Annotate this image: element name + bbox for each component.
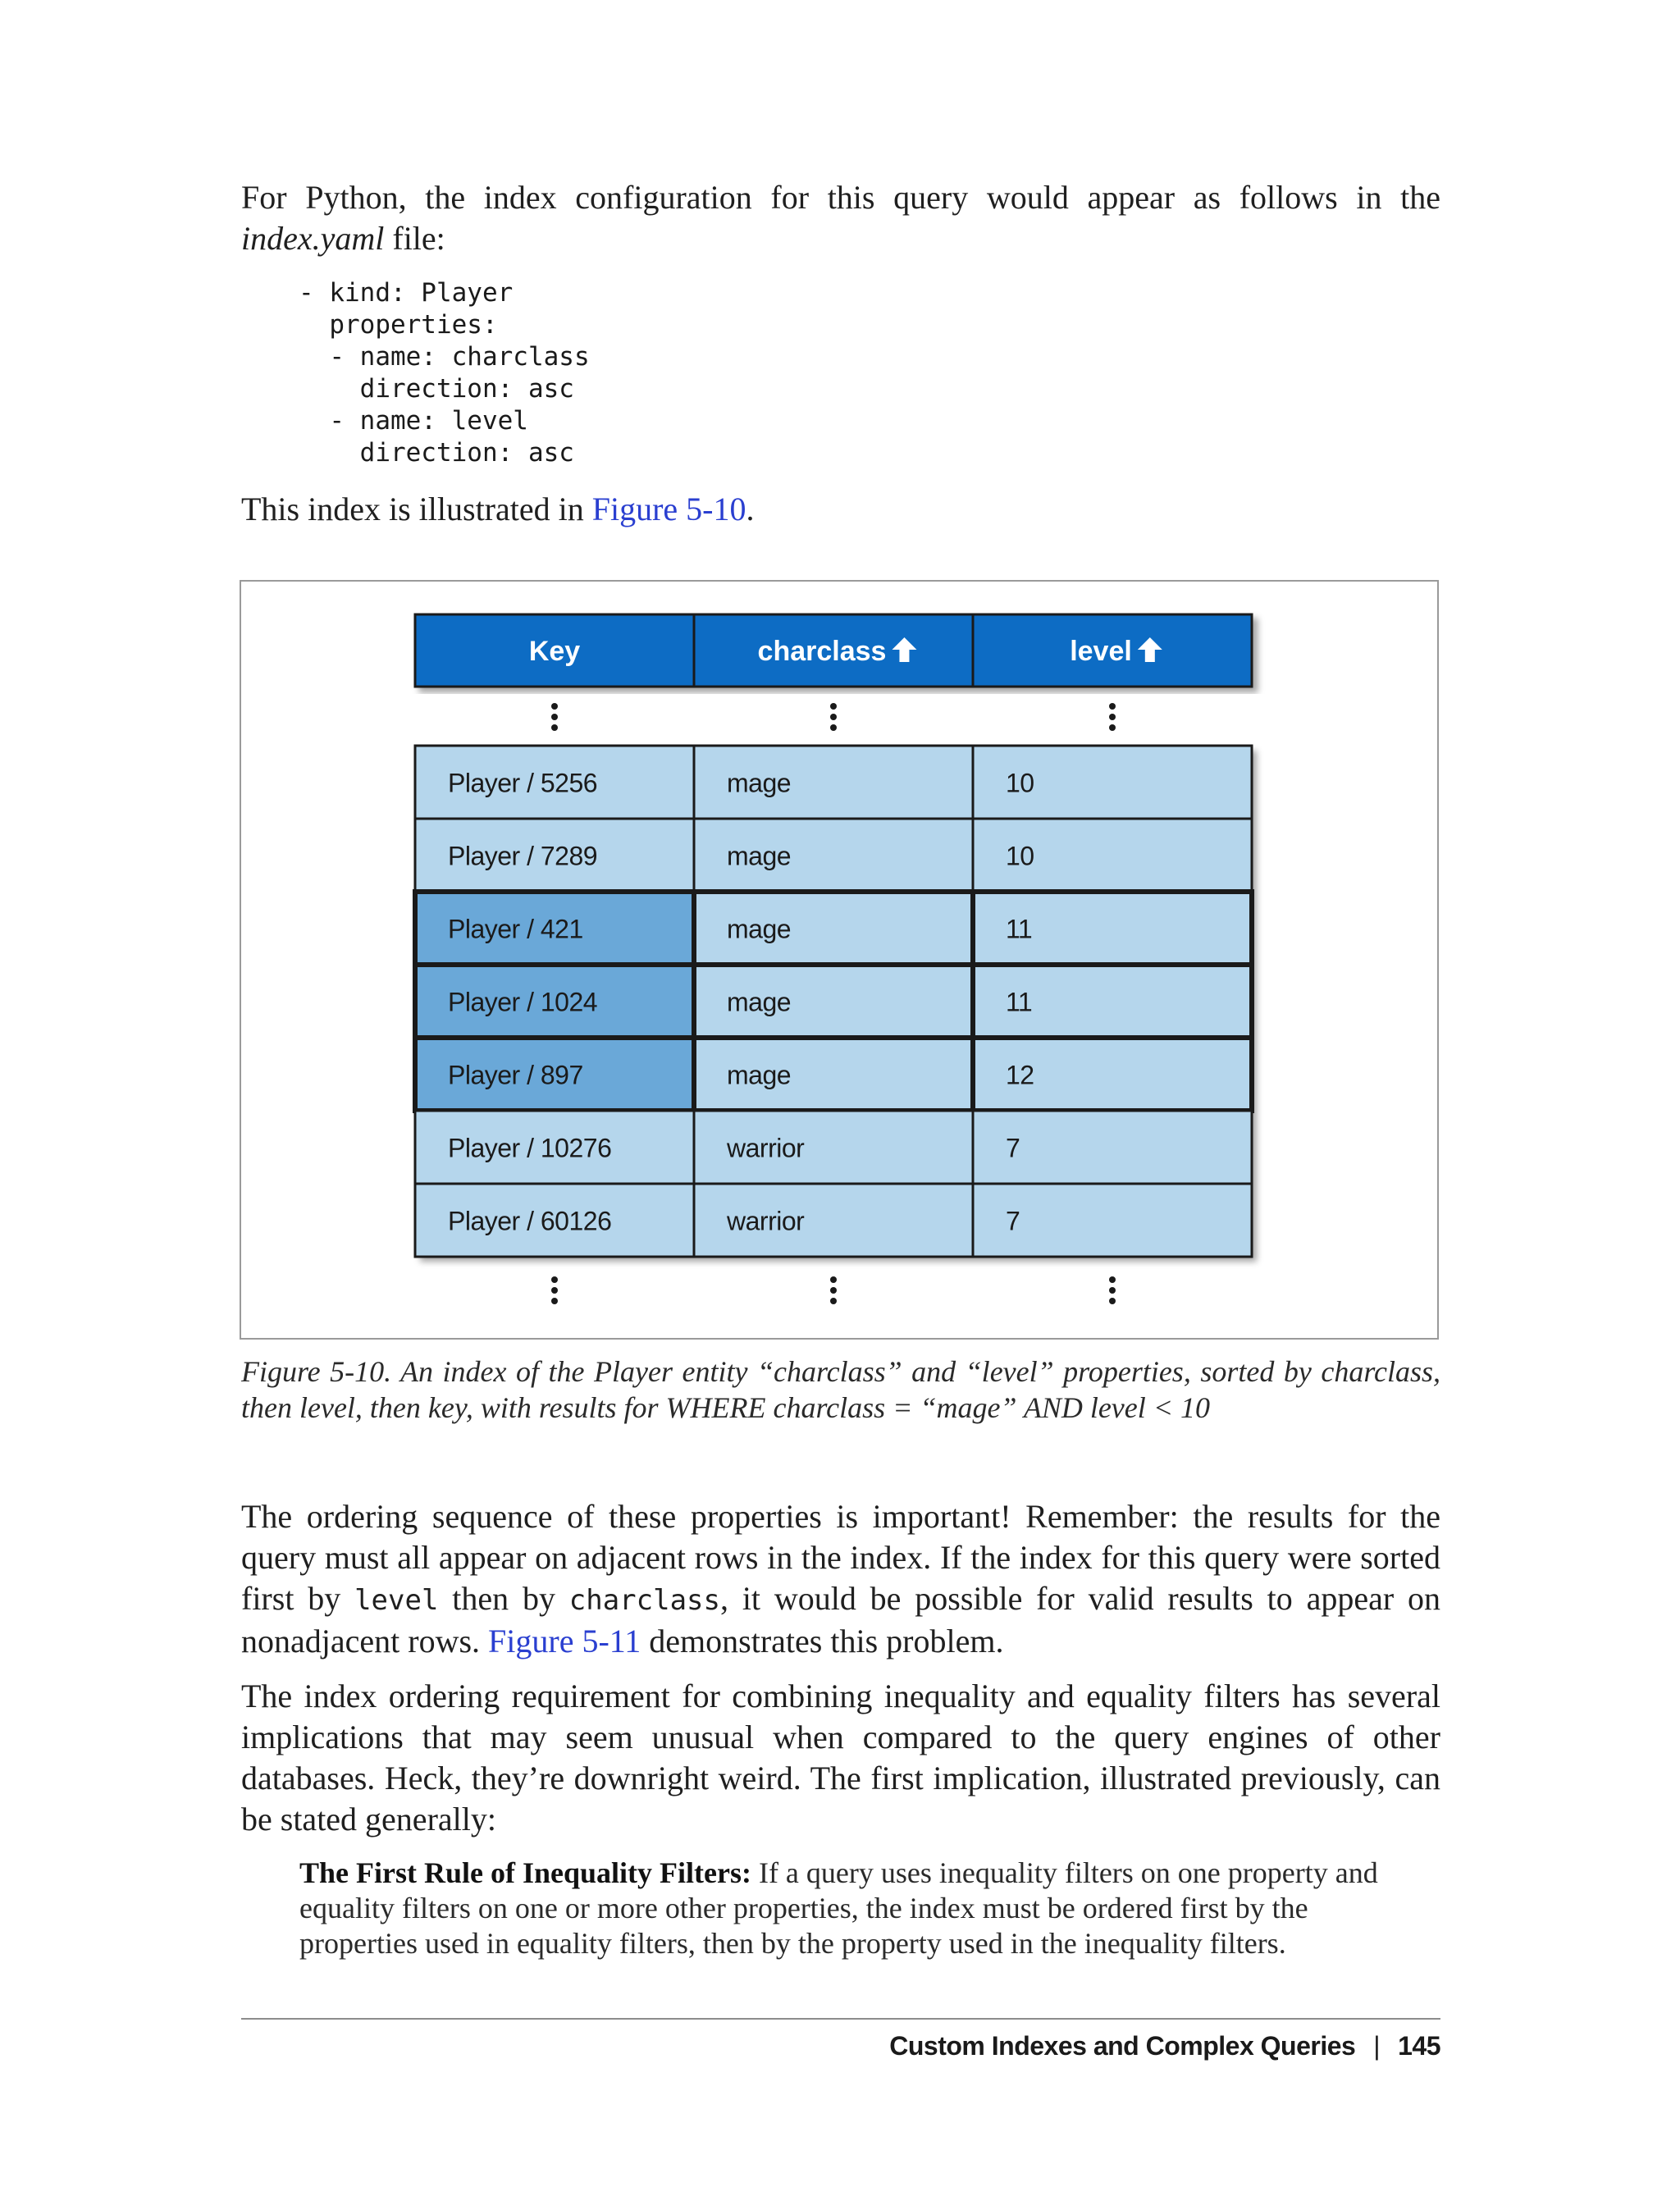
ordering-text: demonstrates this problem. bbox=[641, 1623, 1004, 1659]
first-rule-block bbox=[299, 1856, 1382, 1961]
intro-paragraph bbox=[241, 177, 1440, 259]
ellipsis-icon bbox=[830, 724, 837, 731]
rule-title: The First Rule of Inequality Filters: bbox=[299, 1856, 751, 1889]
code-line: - name: charclass bbox=[299, 342, 590, 372]
ellipsis-icon bbox=[830, 1287, 837, 1294]
cell-value: Player / 60126 bbox=[448, 1206, 612, 1236]
footer-section-title: Custom Indexes and Complex Queries bbox=[889, 2031, 1356, 2061]
cell-value: warrior bbox=[727, 1133, 805, 1163]
cell-value: 11 bbox=[1006, 914, 1033, 944]
ellipsis-icon bbox=[551, 1298, 558, 1304]
page-number: 145 bbox=[1398, 2031, 1440, 2061]
cell-value: 7 bbox=[1006, 1206, 1020, 1236]
ellipsis-icon bbox=[1109, 714, 1116, 720]
cell-value: Player / 10276 bbox=[448, 1133, 612, 1163]
intro-line bbox=[241, 218, 1440, 259]
ellipsis-icon bbox=[1109, 1276, 1116, 1283]
index-yaml-filename: index.yaml bbox=[241, 220, 385, 257]
code-line: properties: bbox=[299, 310, 498, 340]
yaml-code-block bbox=[299, 277, 590, 469]
cell-value: Player / 7289 bbox=[448, 841, 598, 871]
page-footer bbox=[889, 2028, 1440, 2064]
cell-value: mage bbox=[727, 841, 792, 871]
cell-value: 10 bbox=[1006, 841, 1034, 871]
ellipsis-icon bbox=[1109, 1298, 1116, 1304]
ordering-text: The ordering sequence of these properties is important! Remember: the results for the query must all appear on adjacent rows in the index. If the index for this query were sorted first by bbox=[241, 1498, 1440, 1617]
ordering-text: then by bbox=[438, 1580, 569, 1617]
ellipsis-icon bbox=[830, 703, 837, 710]
cell-value: mage bbox=[727, 914, 792, 944]
figure-reference-paragraph bbox=[241, 489, 1440, 530]
ellipsis-icon bbox=[551, 714, 558, 720]
ellipsis-icon bbox=[830, 1276, 837, 1283]
figure-reference-suffix: . bbox=[746, 491, 755, 527]
ellipsis-icon bbox=[1109, 724, 1116, 731]
footer-divider bbox=[241, 2018, 1440, 2020]
ordering-paragraph bbox=[241, 1496, 1440, 1662]
figure-5-11-link[interactable]: Figure 5-11 bbox=[488, 1623, 641, 1659]
intro-rest: file: bbox=[384, 220, 445, 257]
cell-value: Player / 421 bbox=[448, 914, 583, 944]
code-line: - name: level bbox=[299, 406, 528, 436]
figure-caption: Figure 5-10. An index of the Player entity “charclass” and “level” properties, sorted by charclass, then level, then key, with results for WHERE charclass = “mage” AND level < 10 bbox=[241, 1355, 1440, 1424]
cell-value: warrior bbox=[727, 1206, 805, 1236]
ellipsis-icon bbox=[1109, 1287, 1116, 1294]
code-line: direction: asc bbox=[299, 374, 574, 404]
code-level: level bbox=[354, 1584, 439, 1617]
cell-value: Player / 5256 bbox=[448, 768, 598, 798]
ellipsis-icon bbox=[551, 1287, 558, 1294]
cell-value: mage bbox=[727, 768, 792, 798]
header-label: level bbox=[1070, 636, 1132, 667]
code-charclass: charclass bbox=[568, 1584, 720, 1617]
ellipsis-icon bbox=[830, 1298, 837, 1304]
header-label: charclass bbox=[757, 636, 887, 667]
cell-value: 10 bbox=[1006, 768, 1034, 798]
ellipsis-icon bbox=[830, 714, 837, 720]
figure-5-10-link[interactable]: Figure 5-10 bbox=[591, 491, 746, 527]
ellipsis-icon bbox=[551, 703, 558, 710]
cell-value: 7 bbox=[1006, 1133, 1020, 1163]
cell-value: 12 bbox=[1006, 1060, 1034, 1090]
ellipsis-icon bbox=[551, 1276, 558, 1283]
implications-paragraph: The index ordering requirement for combining inequality and equality filters has several implications that may seem unusual when compared to the query engines of other databases. Heck, they’re downright weird. The first implication, illustrated previously, can be stated generally: bbox=[241, 1678, 1440, 1838]
cell-value: 11 bbox=[1006, 987, 1033, 1017]
code-line: - kind: Player bbox=[299, 278, 514, 308]
cell-value: mage bbox=[727, 1060, 792, 1090]
footer-separator: | bbox=[1373, 2031, 1381, 2061]
index-table-figure bbox=[240, 580, 1439, 1340]
code-line: direction: asc bbox=[299, 438, 574, 468]
ellipsis-icon bbox=[1109, 703, 1116, 710]
rule-body: If a query uses inequality filters on one property and equality filters on one or more other properties, the index must be ordered first by the properties used in equality filters, then by the property used in the inequality filters. bbox=[299, 1856, 1378, 1960]
ellipsis-icon bbox=[551, 724, 558, 731]
ordering-text: , it would be possible for valid results to appear on nonadjacent rows. bbox=[241, 1580, 1441, 1659]
cell-value: mage bbox=[727, 987, 792, 1017]
cell-value: Player / 1024 bbox=[448, 987, 598, 1017]
header-label: Key bbox=[528, 636, 581, 667]
cell-value: Player / 897 bbox=[448, 1060, 583, 1090]
figure-reference-text: This index is illustrated in bbox=[241, 491, 592, 527]
intro-line: For Python, the index configuration for this query would appear as follows in the bbox=[241, 179, 1440, 216]
